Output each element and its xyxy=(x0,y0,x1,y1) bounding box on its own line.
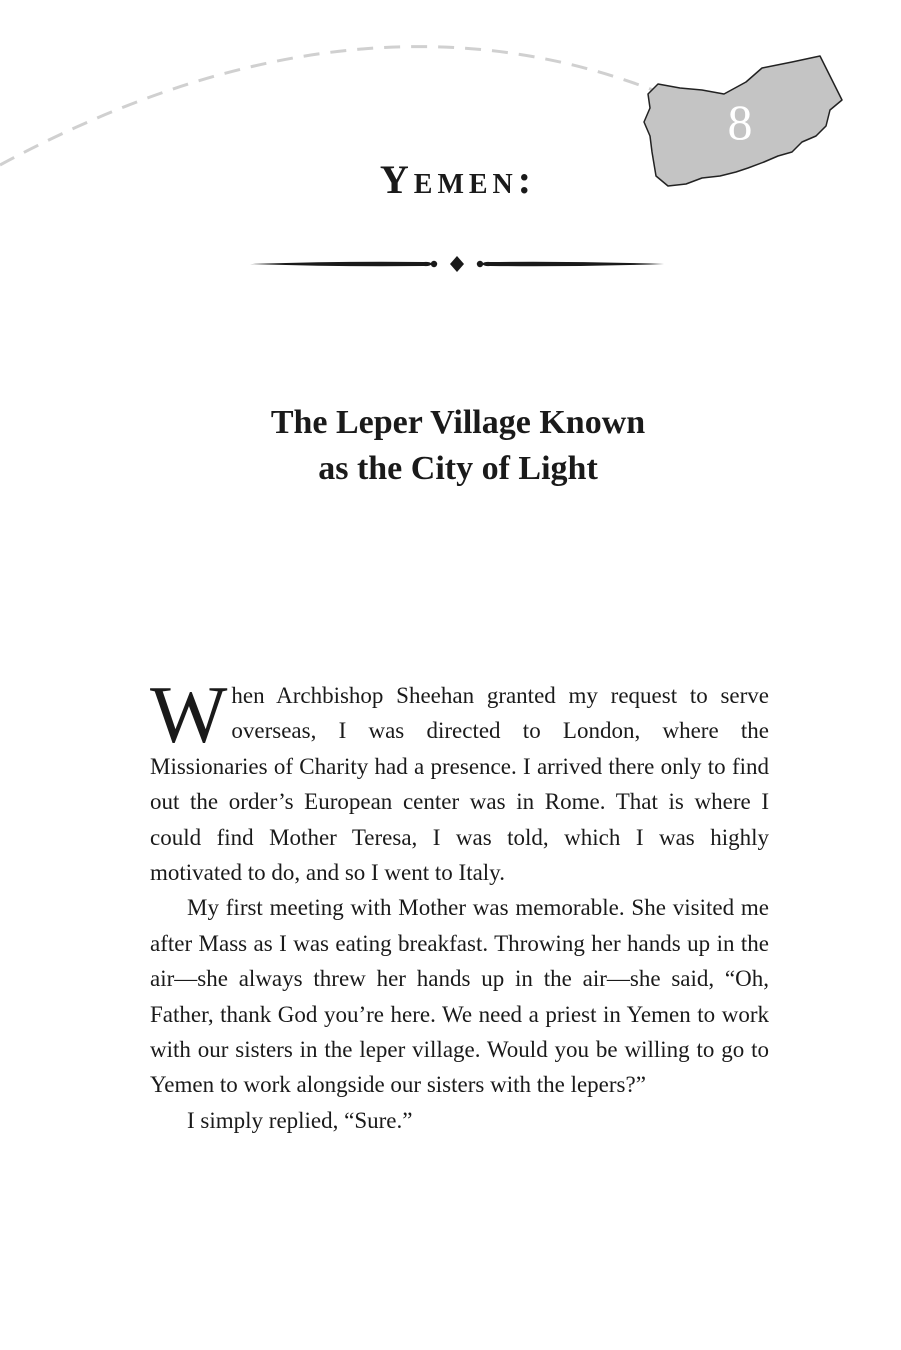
paragraph-1 xyxy=(150,669,769,890)
chapter-heading: Yemen: xyxy=(379,157,537,202)
chapter-title-line-2: as the City of Light xyxy=(318,450,598,487)
chapter-number: 8 xyxy=(727,94,753,150)
ornamental-divider xyxy=(248,252,666,276)
chapter-title xyxy=(200,400,716,492)
paragraph-3: I simply replied, “Sure.” xyxy=(187,1107,413,1133)
chapter-body xyxy=(150,669,769,1138)
paragraph-2: My first meeting with Mother was memorable. She visited me after Mass as I was eating breakfast. Throwing her hands up in the air—she always threw her hands up in the air—she said, “Oh, Father, thank God you’re here. We need a priest in Yemen to work with our sisters in the leper village. Would you be willing to go to Yemen to work alongside our sisters with the lepers?” xyxy=(150,895,769,1098)
paragraph-1-text: hen Archbishop Sheehan granted my request to serve overseas, I was directed to London, where the Missionaries of Charity had a presence. I arrived there only to find out the order’s European center was in Rome. That is where I could find Mother Teresa, I was told, which I was highly motivated to do, and so I went to Italy. xyxy=(150,683,769,886)
chapter-title-line-1: The Leper Village Known xyxy=(270,404,646,441)
drop-cap: W xyxy=(150,669,228,760)
